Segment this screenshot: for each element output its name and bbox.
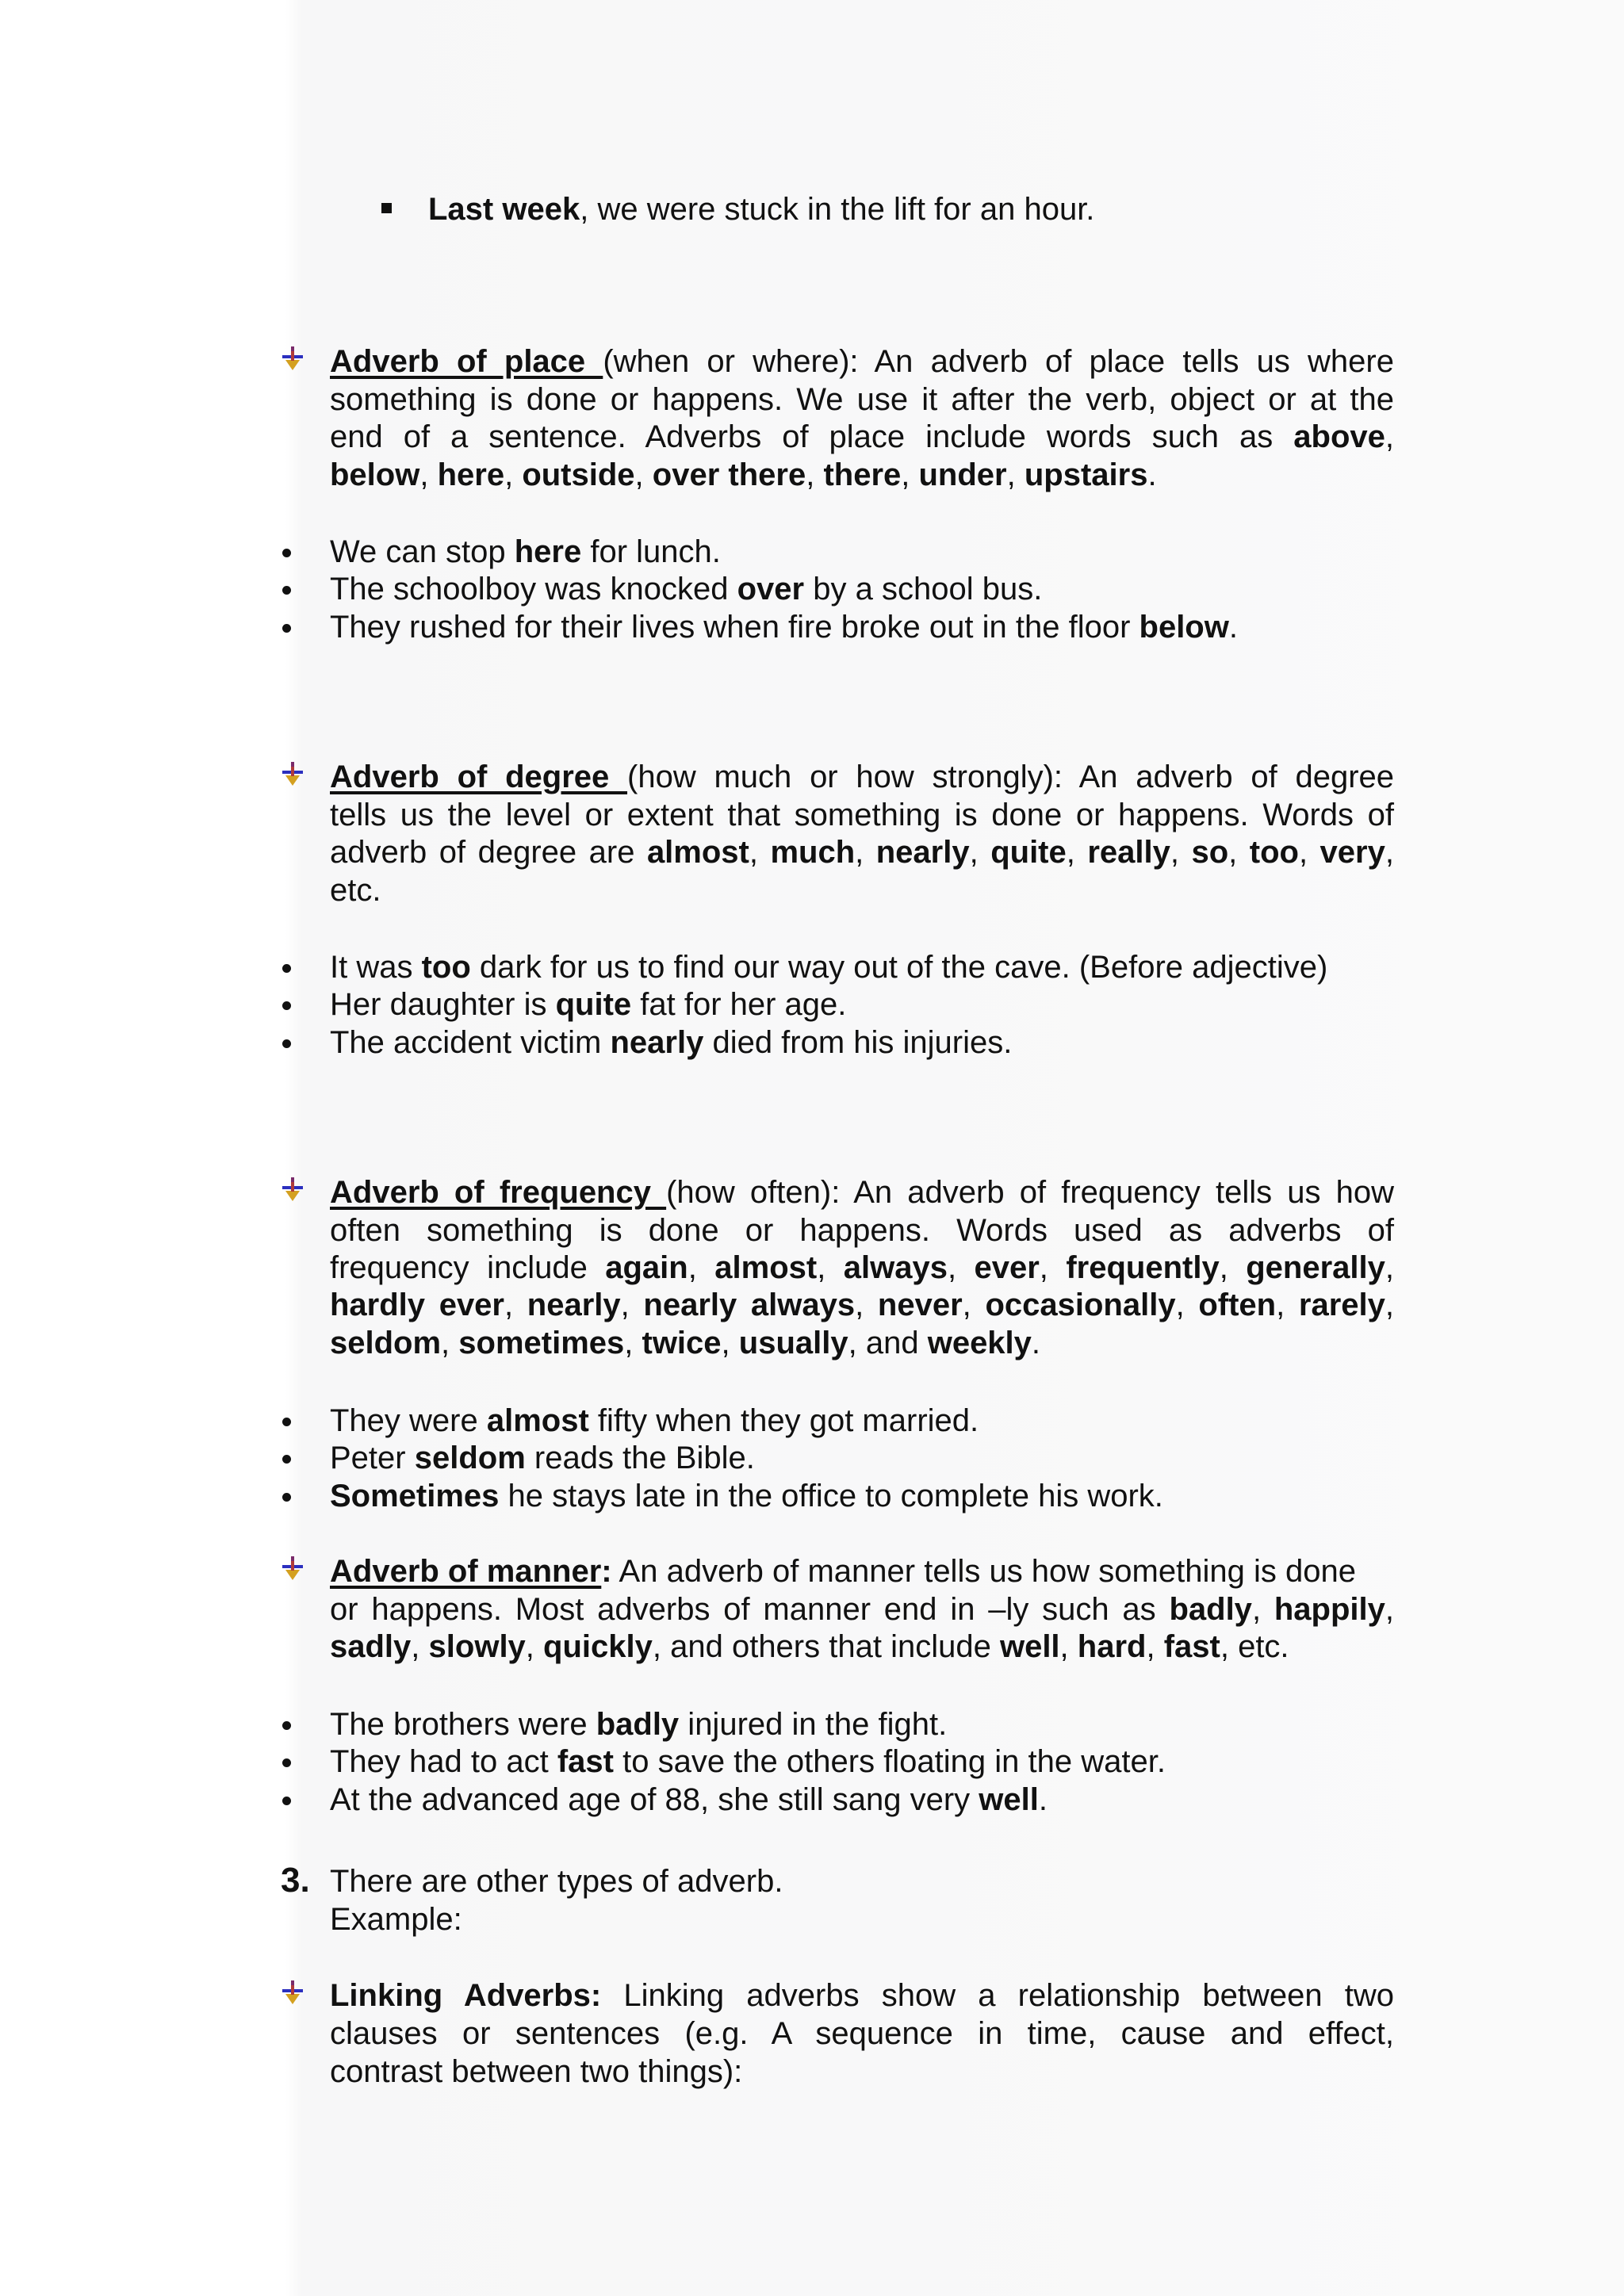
arrow-down-bullet-icon — [282, 1980, 303, 2004]
degree-line-1: Adverb of degree (how much or how strongly): An adverb of degree — [330, 760, 1395, 794]
bullet-dot-icon — [282, 1418, 291, 1426]
arrow-down-bullet-icon — [282, 1556, 303, 1580]
place-line-3: end of a sentence. Adverbs of place include words such as above, — [330, 419, 1394, 454]
linking-line-3: contrast between two things): — [330, 2054, 743, 2089]
bullet-dot-icon — [282, 624, 291, 633]
place-example-3: They rushed for their lives when fire broke out in the floor below. — [330, 610, 1238, 645]
degree-example-1: It was too dark for us to find our way out of the cave. (Before adjective) — [330, 950, 1328, 985]
frequency-example-3: Sometimes he stays late in the office to complete his work. — [330, 1479, 1163, 1513]
arrow-down-bullet-icon — [282, 1177, 303, 1201]
place-line-4: below, here, outside, over there, there, under, upstairs. — [330, 457, 1157, 492]
manner-line-2: or happens. Most adverbs of manner end in –ly such as badly, happily, — [330, 1592, 1394, 1627]
frequency-line-2: often something is done or happens. Words used as adverbs of — [330, 1213, 1394, 1248]
manner-example-2: They had to act fast to save the others floating in the water. — [330, 1744, 1166, 1779]
section-number: 3. — [281, 1861, 310, 1900]
linking-line-2: clauses or sentences (e.g. A sequence in time, cause and effect, — [330, 2016, 1394, 2051]
frequency-line-4: hardly ever, nearly, nearly always, never, occasionally, often, rarely, — [330, 1288, 1395, 1322]
linking-heading: Linking Adverbs: — [330, 1978, 602, 2013]
point3-text: There are other types of adverb. — [330, 1864, 783, 1899]
place-example-1: We can stop here for lunch. — [330, 534, 721, 569]
frequency-example-2: Peter seldom reads the Bible. — [330, 1441, 755, 1475]
degree-line-4: etc. — [330, 873, 381, 908]
square-bullet-icon — [381, 203, 392, 213]
place-heading: Adverb of place — [330, 344, 603, 379]
bullet-dot-icon — [282, 549, 291, 557]
frequency-heading: Adverb of frequency — [330, 1175, 667, 1210]
manner-example-3: At the advanced age of 88, she still sang very well. — [330, 1782, 1048, 1817]
place-line-1: Adverb of place (when or where): An adverb of place tells us where — [330, 344, 1394, 379]
frequency-example-1: They were almost fifty when they got married. — [330, 1403, 979, 1438]
frequency-line-5: seldom, sometimes, twice, usually, and weekly. — [330, 1326, 1041, 1360]
frequency-line-3: frequency include again, almost, always, ever, frequently, generally, — [330, 1250, 1394, 1285]
degree-heading: Adverb of degree — [330, 760, 628, 794]
degree-line-3: adverb of degree are almost, much, nearly, quite, really, so, too, very, — [330, 835, 1394, 870]
bullet-dot-icon — [282, 1455, 291, 1464]
manner-example-1: The brothers were badly injured in the fight. — [330, 1707, 948, 1742]
linking-line-1: Linking Adverbs: Linking adverbs show a relationship between two — [330, 1978, 1394, 2013]
degree-line-2: tells us the level or extent that something is done or happens. Words of — [330, 798, 1394, 832]
bullet-dot-icon — [282, 1039, 291, 1048]
bullet-dot-icon — [282, 586, 291, 595]
degree-example-2: Her daughter is quite fat for her age. — [330, 987, 847, 1022]
bullet-dot-icon — [282, 1797, 291, 1805]
bullet-dot-icon — [282, 1493, 291, 1502]
bullet-dot-icon — [282, 1001, 291, 1010]
point3-example-label: Example: — [330, 1902, 462, 1937]
bullet-dot-icon — [282, 964, 291, 973]
manner-line-3: sadly, slowly, quickly, and others that include well, hard, fast, etc. — [330, 1629, 1289, 1664]
degree-example-3: The accident victim nearly died from his injuries. — [330, 1025, 1013, 1060]
top-list-item: Last week, we were stuck in the lift for an hour. — [428, 192, 1095, 227]
bullet-dot-icon — [282, 1758, 291, 1767]
bullet-dot-icon — [282, 1721, 291, 1730]
frequency-line-1: Adverb of frequency (how often): An adverb of frequency tells us how — [330, 1175, 1394, 1210]
place-line-2: something is done or happens. We use it after the verb, object or at the — [330, 382, 1394, 417]
arrow-down-bullet-icon — [282, 762, 303, 786]
place-example-2: The schoolboy was knocked over by a school bus. — [330, 572, 1043, 607]
manner-heading: Adverb of manner — [330, 1554, 602, 1589]
arrow-down-bullet-icon — [282, 346, 303, 370]
manner-line-1: Adverb of manner: An adverb of manner tells us how something is done — [330, 1554, 1356, 1589]
